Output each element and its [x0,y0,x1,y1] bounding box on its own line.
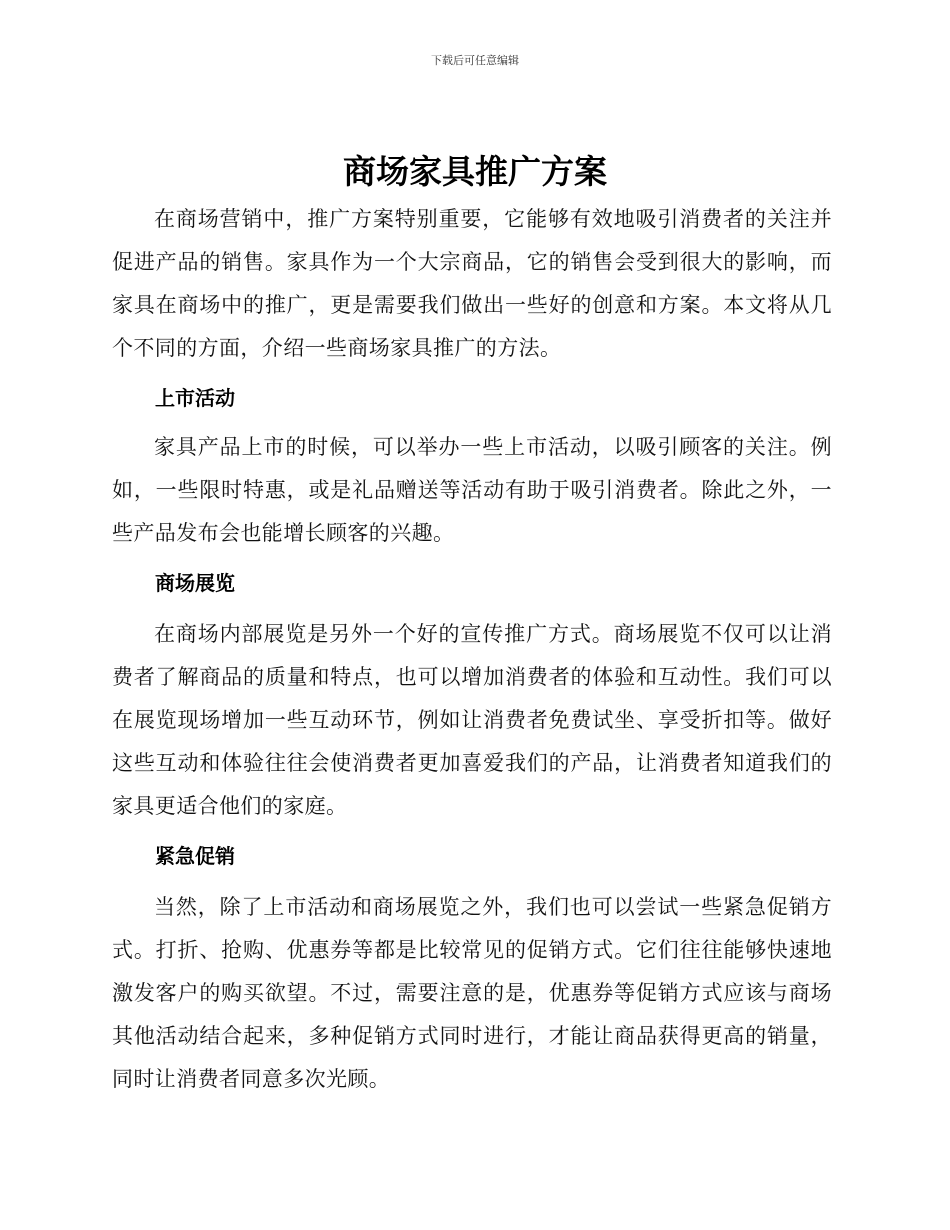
section-body-urgent-promotion: 当然，除了上市活动和商场展览之外，我们也可以尝试一些紧急促销方式。打折、抢购、优惠券等都是比较常见的促销方式。它们往往能够快速地激发客户的购买欲望。不过，需要注意的是，优惠券等促销方式应该与商场其他活动结合起来，多种促销方式同时进行，才能让商品获得更高的销量，同时让消费者同意多次光顾。 [112,895,832,1091]
section-body-mall-exhibition: 在商场内部展览是另外一个好的宣传推广方式。商场展览不仅可以让消费者了解商品的质量和特点，也可以增加消费者的体验和互动性。我们可以在展览现场增加一些互动环节，例如让消费者免费试坐、享受折扣等。做好这些互动和体验往往会使消费者更加喜爱我们的产品，让消费者知道我们的家具更适合他们的家庭。 [112,622,832,818]
section-body-launch-events: 家具产品上市的时候，可以举办一些上市活动，以吸引顾客的关注。例如，一些限时特惠，或是礼品赠送等活动有助于吸引消费者。除此之外，一些产品发布会也能增长顾客的兴趣。 [112,435,832,545]
document-title: 商场家具推广方案 [343,152,607,191]
header-note: 下载后可任意编辑 [431,54,519,67]
intro-paragraph: 在商场营销中，推广方案特别重要，它能够有效地吸引消费者的关注并促进产品的销售。家具作为一个大宗商品，它的销售会受到很大的影响，而家具在商场中的推广，更是需要我们做出一些好的创意和方案。本文将从几个不同的方面，介绍一些商场家具推广的方法。 [112,207,832,360]
section-heading-launch-events: 上市活动 [155,386,235,410]
document-body [112,198,832,1101]
section-heading-mall-exhibition: 商场展览 [155,571,235,595]
section-heading-urgent-promotion: 紧急促销 [155,844,235,868]
